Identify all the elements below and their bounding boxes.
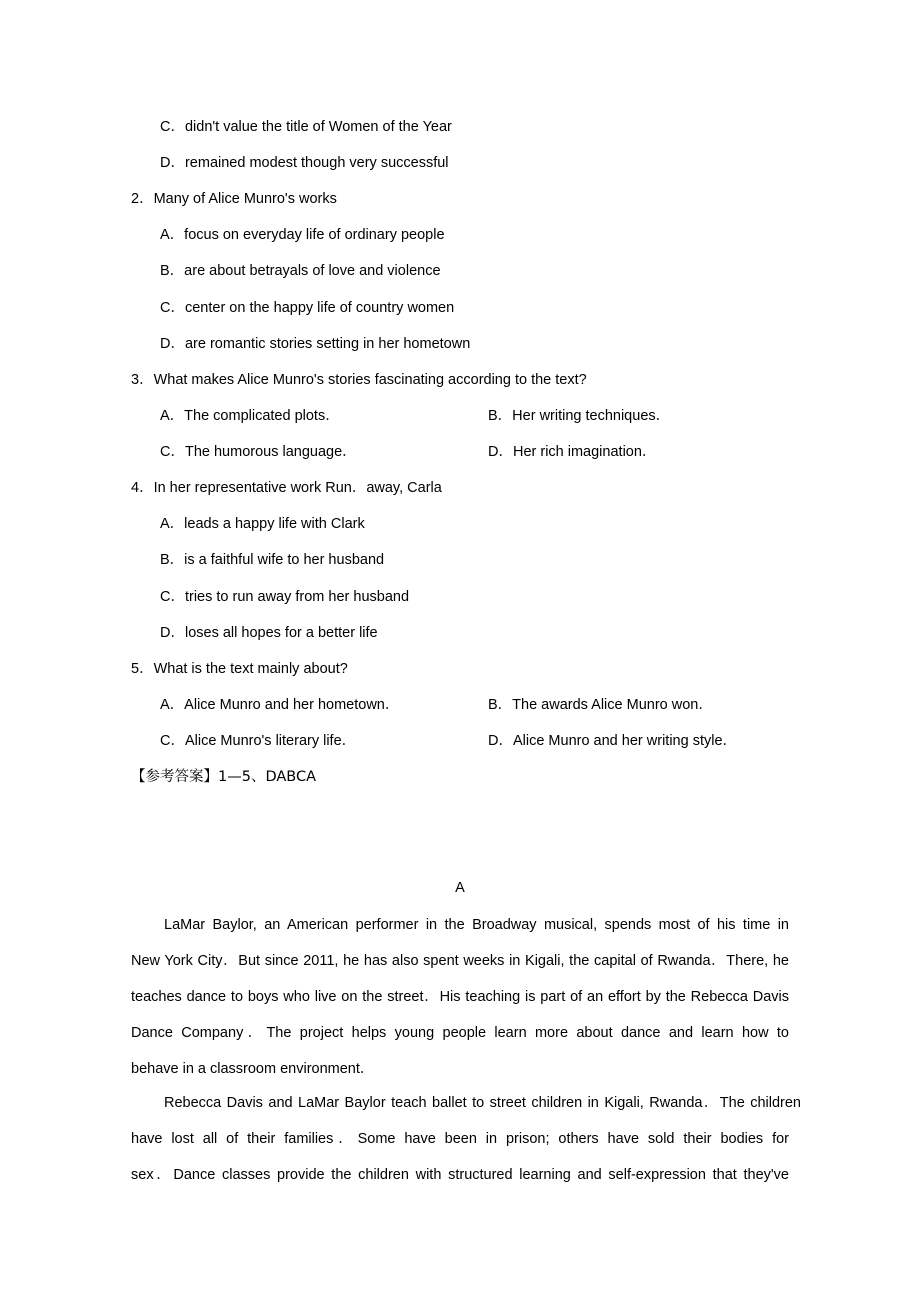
paragraph-line: behave in a classroom environment． [131, 1061, 375, 1077]
q2-stem: 2．Many of Alice Munro's works [131, 191, 337, 207]
q3-option-b: B．Her writing techniques． [488, 408, 671, 424]
q5-option-c: C．Alice Munro's literary life． [160, 733, 357, 749]
paragraph-line: LaMar Baylor, an American performer in the Broadway musical, spends most of his time in [164, 917, 789, 933]
q4-option-d: D．loses all hopes for a better life [160, 625, 378, 641]
q4-option-a: A．leads a happy life with Clark [160, 516, 365, 532]
q4-option-b: B．is a faithful wife to her husband [160, 552, 385, 568]
q2-option-b: B．are about betrayals of love and violence [160, 263, 441, 279]
q4-option-c: C．tries to run away from her husband [160, 589, 410, 605]
q1-option-c: C．didn't value the title of Women of the Year [160, 119, 452, 135]
paragraph-line: New York City．But since 2011, he has also spent weeks in Kigali, the capital of Rwanda．There, he [131, 953, 789, 969]
paragraph-line: Dance Company．The project helps young people learn more about dance and learn how to [131, 1025, 789, 1041]
paragraph-line: have lost all of their families．Some have been in prison; others have sold their bodies for [131, 1131, 789, 1147]
q4-stem: 4．In her representative work Run．away, Carla [131, 480, 442, 496]
paragraph-line: sex．Dance classes provide the children with structured learning and self-expression that they've [131, 1167, 789, 1183]
q5-option-a: A．Alice Munro and her hometown． [160, 697, 400, 713]
paragraph-line: teaches dance to boys who live on the street．His teaching is part of an effort by the Rebecca Davis [131, 989, 789, 1005]
paragraph-1 [131, 907, 789, 1087]
paragraph-2 [131, 1085, 801, 1193]
q5-option-d: D．Alice Munro and her writing style． [488, 733, 738, 749]
q2-option-c: C．center on the happy life of country women [160, 300, 455, 316]
q3-option-c: C．The humorous language． [160, 444, 357, 460]
q1-option-d: D．remained modest though very successful [160, 155, 449, 171]
q5-stem: 5．What is the text mainly about? [131, 661, 348, 677]
q3-option-d: D．Her rich imagination． [488, 444, 657, 460]
section-title: A [455, 880, 465, 896]
q3-stem: 3．What makes Alice Munro's stories fascinating according to the text? [131, 372, 587, 388]
q2-option-a: A．focus on everyday life of ordinary people [160, 227, 445, 243]
q3-option-a: A．The complicated plots． [160, 408, 340, 424]
answer-key: 【参考答案】1—5、DABCA [131, 769, 317, 785]
q2-option-d: D．are romantic stories setting in her hometown [160, 336, 471, 352]
paragraph-line: Rebecca Davis and LaMar Baylor teach ballet to street children in Kigali, Rwanda．The children [164, 1095, 801, 1111]
q5-option-b: B．The awards Alice Munro won． [488, 697, 713, 713]
